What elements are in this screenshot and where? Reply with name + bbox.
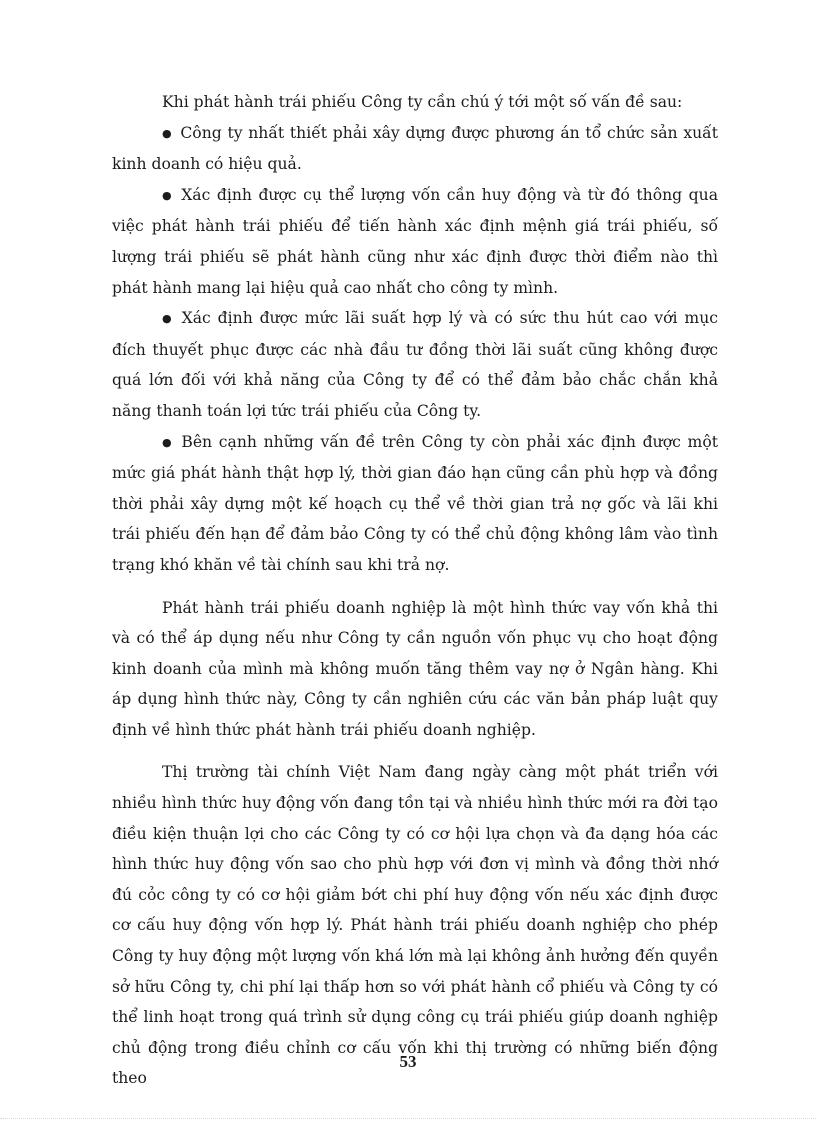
bullet-text: Công ty nhất thiết phải xây dựng được phương án tổ chức sản xuất kinh doanh có hiệu quả. [112,123,718,174]
body-paragraph: Phát hành trái phiếu doanh nghiệp là một hình thức vay vốn khả thi và có thể áp dụng nếu như Công ty cần nguồn vốn phục vụ cho hoạt động kinh doanh của mình mà không muốn tăng thêm vay nợ ở Ngân hàng. Khi áp dụng hình thức này, Công ty cần nghiên cứu các văn bản pháp luật quy định về hình thức phát hành trái phiếu doanh nghiệp. [112,598,718,739]
bullet-item [112,118,718,180]
body-paragraph: Thị trường tài chính Việt Nam đang ngày càng một phát triển với nhiều hình thức huy động vốn đang tồn tại và nhiều hình thức mới ra đời tạo điều kiện thuận lợi cho các Công ty có cơ hội lựa chọn và đa dạng hóa các hình thức huy động vốn sao cho phù hợp với đơn vị mình và đồng thời nhớ đú cỏc công ty có cơ hội giảm bớt chi phí huy động vốn nếu xác định được cơ cấu huy động vốn hợp lý. Phát hành trái phiếu doanh nghiệp cho phép Công ty huy động một lượng vốn khá lớn mà lại không ảnh hưởng đến quyền sở hữu Công ty, chi phí lại thấp hơn so với phát hành cổ phiếu và Công ty có thể linh hoạt trong quá trình sử dụng công cụ trái phiếu giúp doanh nghiệp chủ động trong điều chỉnh cơ cấu vốn khi thị trường có những biến động theo [112,763,718,1088]
page-body [112,87,718,1094]
bullet-text: Xác định được mức lãi suất hợp lý và có sức thu hút cao với mục đích thuyết phục được các nhà đầu tư đồng thời lãi suất cũng không được quá lớn đối với khả năng của Công ty để có thể đảm bảo chắc chắn khả năng thanh toán lợi tức trái phiếu của Công ty. [112,309,718,420]
bullet-item [112,180,718,303]
intro-paragraph: Khi phát hành trái phiếu Công ty cần chú ý tới một số vấn đề sau: [162,93,683,111]
bullet-icon: ● [162,312,174,326]
page-bottom-divider [0,1118,816,1119]
bullet-item [112,427,718,581]
bullet-text: Xác định được cụ thể lượng vốn cần huy động và từ đó thông qua việc phát hành trái phiếu để tiến hành xác định mệnh giá trái phiếu, số lượng trái phiếu sẽ phát hành cũng như xác định được thời điểm nào thì phát hành mang lại hiệu quả cao nhất cho công ty mình. [112,185,718,297]
page-number: 53 [399,1052,417,1071]
bullet-text: Bên cạnh những vấn đề trên Công ty còn phải xác định được một mức giá phát hành thật hợp lý, thời gian đáo hạn cũng cần phù hợp và đồng thời phải xây dựng một kế hoạch cụ thể về thời gian trả nợ gốc và lãi khi trái phiếu đến hạn để đảm bảo Công ty có thể chủ động không lâm vào tình trạng khó khăn về tài chính sau khi trả nợ. [112,432,718,574]
bullet-icon: ● [162,435,174,449]
bullet-icon: ● [162,126,173,140]
bullet-icon: ● [162,188,174,202]
bullet-item [112,303,718,426]
